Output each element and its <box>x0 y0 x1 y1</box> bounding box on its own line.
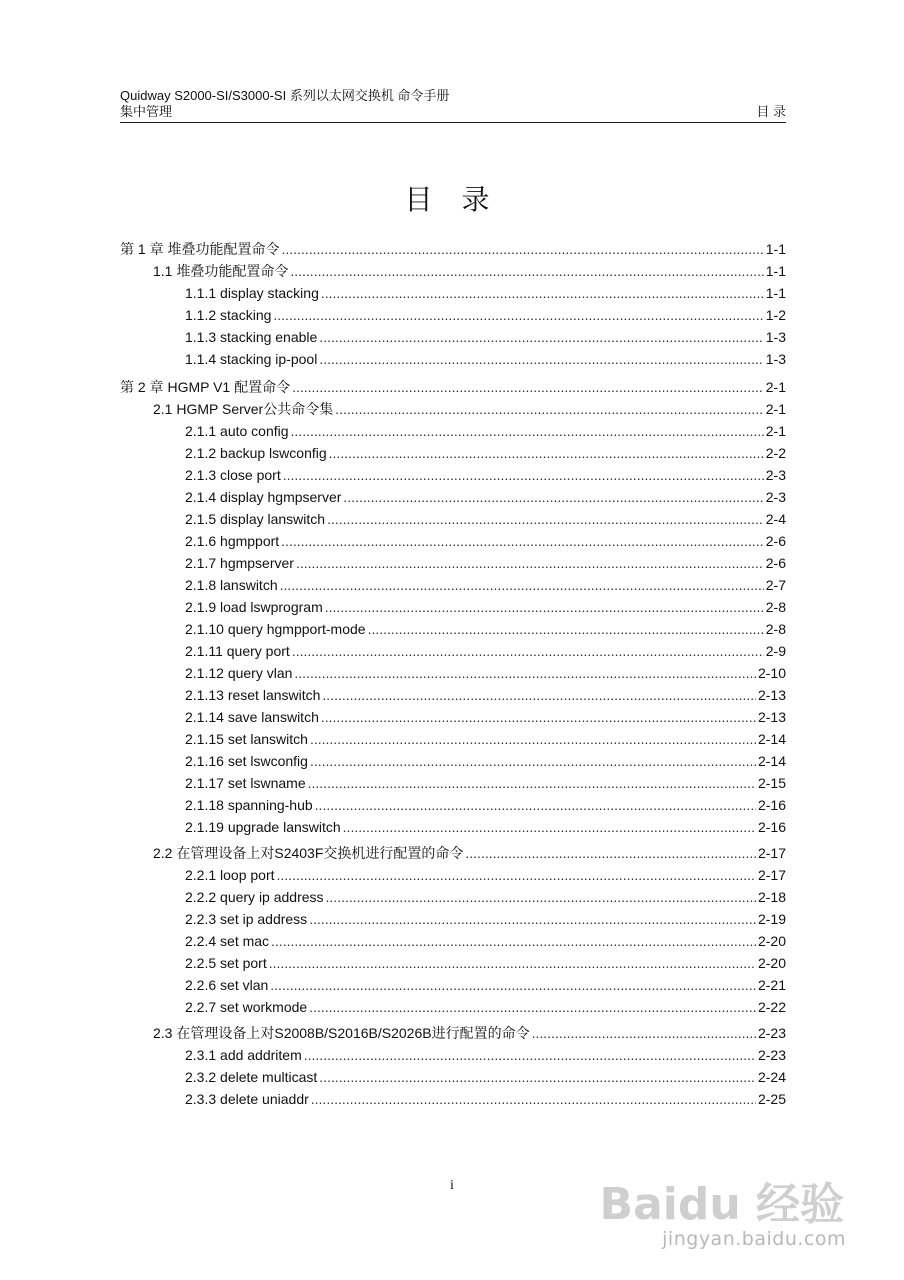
toc-entry-page: 2-20 <box>757 933 786 949</box>
toc-entry-page: 2-15 <box>757 775 786 791</box>
toc-entry-page: 2-21 <box>757 977 786 993</box>
toc-entry-page: 2-3 <box>765 467 786 483</box>
toc-leader-dots <box>296 552 764 574</box>
toc-entry[interactable] <box>120 1066 786 1088</box>
toc-entry-page: 2-8 <box>765 599 786 615</box>
toc-leader-dots <box>281 530 764 552</box>
toc-entry-page: 2-20 <box>757 955 786 971</box>
toc-entry[interactable] <box>120 750 786 772</box>
toc-leader-dots <box>291 420 764 442</box>
toc-entry-label: 1.1.4 stacking ip-pool <box>185 351 318 367</box>
toc-entry-page: 2-6 <box>765 533 786 549</box>
toc-entry[interactable] <box>120 304 786 326</box>
toc-entry-label: 第 1 章 堆叠功能配置命令 <box>120 241 280 257</box>
toc-entry-label: 第 2 章 HGMP V1 配置命令 <box>120 379 291 395</box>
toc-entry[interactable] <box>120 662 786 684</box>
toc-entry[interactable] <box>120 952 786 974</box>
toc-entry[interactable] <box>120 974 786 996</box>
toc-entry-page: 2-4 <box>765 511 786 527</box>
toc-entry[interactable] <box>120 1022 786 1044</box>
toc-entry-label: 2.1.14 save lanswitch <box>185 709 319 725</box>
header-title: Quidway S2000-SI/S3000-SI 系列以太网交换机 命令手册 <box>120 88 450 103</box>
toc-entry[interactable] <box>120 420 786 442</box>
toc-entry-label: 2.3 在管理设备上对S2008B/S2016B/S2026B进行配置的命令 <box>153 1025 530 1041</box>
toc-entry-page: 2-25 <box>757 1091 786 1107</box>
toc-entry[interactable] <box>120 596 786 618</box>
header-right: 目 录 <box>756 104 786 119</box>
header-divider <box>120 122 786 123</box>
toc-entry[interactable] <box>120 908 786 930</box>
toc-entry-page: 2-16 <box>757 819 786 835</box>
toc-entry[interactable] <box>120 618 786 640</box>
toc-entry-page: 2-8 <box>765 621 786 637</box>
toc-leader-dots <box>294 662 756 684</box>
toc-entry[interactable] <box>120 684 786 706</box>
toc-entry-label: 2.1.16 set lswconfig <box>185 753 308 769</box>
toc-entry[interactable] <box>120 728 786 750</box>
toc-leader-dots <box>281 238 763 260</box>
toc-entry[interactable] <box>120 464 786 486</box>
toc-entry-page: 2-19 <box>757 911 786 927</box>
toc-entry[interactable] <box>120 640 786 662</box>
toc-entry-page: 2-17 <box>757 845 786 861</box>
toc-entry-label: 2.1.15 set lanswitch <box>185 731 308 747</box>
toc-entry-label: 2.1.6 hgmpport <box>185 533 280 549</box>
toc-entry-page: 2-1 <box>765 423 786 439</box>
toc-entry[interactable] <box>120 864 786 886</box>
toc-leader-dots <box>283 464 764 486</box>
toc-leader-dots <box>277 864 756 886</box>
toc-leader-dots <box>271 930 756 952</box>
toc-leader-dots <box>310 750 756 772</box>
toc-leader-dots <box>368 618 764 640</box>
toc-leader-dots <box>343 816 756 838</box>
toc-entry[interactable] <box>120 486 786 508</box>
toc-entry-label: 2.1.8 lanswitch <box>185 577 278 593</box>
toc-entry[interactable] <box>120 886 786 908</box>
toc-entry-page: 2-10 <box>757 665 786 681</box>
toc-entry-label: 2.2.1 loop port <box>185 867 275 883</box>
toc-entry[interactable] <box>120 260 786 282</box>
toc-entry-label: 2.3.2 delete multicast <box>185 1069 318 1085</box>
toc-entry-label: 2.2.6 set vlan <box>185 977 269 993</box>
toc-entry-label: 2.2 在管理设备上对S2403F交换机进行配置的命令 <box>153 845 464 861</box>
toc-entry[interactable] <box>120 996 786 1018</box>
toc-entry-page: 1-3 <box>765 329 786 345</box>
toc-leader-dots <box>290 260 763 282</box>
toc-entry-page: 2-17 <box>757 867 786 883</box>
toc-entry[interactable] <box>120 508 786 530</box>
toc-entry-label: 2.1.4 display hgmpserver <box>185 489 342 505</box>
toc-entry-label: 2.2.4 set mac <box>185 933 270 949</box>
page-number: i <box>450 1178 454 1193</box>
toc-entry[interactable] <box>120 238 786 260</box>
toc-entry[interactable] <box>120 772 786 794</box>
toc-entry-page: 2-16 <box>757 797 786 813</box>
toc-entry[interactable] <box>120 930 786 952</box>
toc-leader-dots <box>329 442 764 464</box>
toc-entry-page: 2-23 <box>757 1025 786 1041</box>
table-of-contents <box>120 238 786 1110</box>
watermark-url: jingyan.baidu.com <box>662 1228 846 1250</box>
toc-leader-dots <box>273 304 763 326</box>
toc-entry[interactable] <box>120 574 786 596</box>
toc-entry-label: 1.1.2 stacking <box>185 307 272 323</box>
toc-leader-dots <box>321 282 764 304</box>
toc-leader-dots <box>335 398 764 420</box>
toc-entry-page: 1-2 <box>765 307 786 323</box>
toc-leader-dots <box>304 1044 756 1066</box>
toc-leader-dots <box>319 348 763 370</box>
toc-entry[interactable] <box>120 794 786 816</box>
page-title: 目 录 <box>404 183 500 216</box>
header-row <box>120 104 786 120</box>
toc-entry-page: 2-3 <box>765 489 786 505</box>
toc-entry-label: 2.2.2 query ip address <box>185 889 324 905</box>
toc-entry[interactable] <box>120 376 786 398</box>
toc-leader-dots <box>322 684 756 706</box>
toc-entry[interactable] <box>120 442 786 464</box>
toc-entry-page: 1-3 <box>765 351 786 367</box>
toc-entry-label: 2.1.17 set lswname <box>185 775 306 791</box>
toc-entry-label: 2.1.12 query vlan <box>185 665 293 681</box>
toc-leader-dots <box>309 908 756 930</box>
toc-entry-page: 2-6 <box>765 555 786 571</box>
toc-entry-label: 2.1.9 load lswprogram <box>185 599 323 615</box>
toc-entry-page: 2-14 <box>757 731 786 747</box>
toc-leader-dots <box>532 1022 756 1044</box>
toc-entry-label: 1.1.1 display stacking <box>185 285 319 301</box>
toc-leader-dots <box>292 640 764 662</box>
toc-entry-page: 2-14 <box>757 753 786 769</box>
toc-entry-label: 2.1 HGMP Server公共命令集 <box>153 401 334 417</box>
toc-leader-dots <box>308 772 756 794</box>
toc-entry[interactable] <box>120 1088 786 1110</box>
toc-entry-page: 1-1 <box>765 263 786 279</box>
toc-leader-dots <box>270 974 756 996</box>
toc-entry-page: 2-1 <box>765 379 786 395</box>
toc-entry-page: 2-2 <box>765 445 786 461</box>
toc-entry-label: 2.2.5 set port <box>185 955 267 971</box>
toc-entry-page: 2-23 <box>757 1047 786 1063</box>
toc-leader-dots <box>321 706 756 728</box>
header-section: 集中管理 <box>120 104 173 119</box>
toc-entry[interactable] <box>120 842 786 864</box>
toc-entry-page: 2-22 <box>757 999 786 1015</box>
toc-entry-label: 2.3.1 add addritem <box>185 1047 302 1063</box>
toc-entry[interactable] <box>120 398 786 420</box>
toc-entry-label: 2.1.5 display lanswitch <box>185 511 326 527</box>
toc-entry[interactable] <box>120 1044 786 1066</box>
toc-entry-label: 2.1.7 hgmpserver <box>185 555 294 571</box>
toc-entry-page: 1-1 <box>765 285 786 301</box>
toc-entry[interactable] <box>120 706 786 728</box>
toc-entry[interactable] <box>120 348 786 370</box>
toc-entry-label: 2.1.13 reset lanswitch <box>185 687 321 703</box>
toc-entry[interactable] <box>120 816 786 838</box>
toc-entry[interactable] <box>120 552 786 574</box>
toc-leader-dots <box>319 1066 756 1088</box>
toc-entry-label: 2.2.7 set workmode <box>185 999 308 1015</box>
toc-entry-label: 1.1 堆叠功能配置命令 <box>153 263 289 279</box>
toc-leader-dots <box>325 596 764 618</box>
toc-entry-label: 2.2.3 set ip address <box>185 911 308 927</box>
toc-entry-label: 2.1.19 upgrade lanswitch <box>185 819 341 835</box>
toc-entry[interactable] <box>120 282 786 304</box>
toc-entry-page: 2-13 <box>757 687 786 703</box>
toc-leader-dots <box>292 376 764 398</box>
toc-leader-dots <box>280 574 764 596</box>
toc-entry-page: 2-7 <box>765 577 786 593</box>
toc-entry-page: 1-1 <box>765 241 786 257</box>
toc-leader-dots <box>309 996 756 1018</box>
toc-entry[interactable] <box>120 326 786 348</box>
toc-entry-label: 2.3.3 delete uniaddr <box>185 1091 309 1107</box>
toc-entry-label: 2.1.2 backup lswconfig <box>185 445 327 461</box>
toc-entry-page: 2-9 <box>765 643 786 659</box>
toc-entry-label: 2.1.18 spanning-hub <box>185 797 313 813</box>
toc-leader-dots <box>311 1088 756 1110</box>
toc-leader-dots <box>465 842 756 864</box>
toc-entry-label: 2.1.3 close port <box>185 467 281 483</box>
toc-entry-page: 2-18 <box>757 889 786 905</box>
toc-entry-page: 2-13 <box>757 709 786 725</box>
toc-leader-dots <box>315 794 756 816</box>
toc-leader-dots <box>319 326 763 348</box>
toc-leader-dots <box>343 486 763 508</box>
toc-entry-label: 2.1.1 auto config <box>185 423 289 439</box>
toc-leader-dots <box>310 728 756 750</box>
toc-leader-dots <box>326 886 756 908</box>
toc-leader-dots <box>327 508 764 530</box>
toc-leader-dots <box>269 952 756 974</box>
watermark-logo: Baidu 经验 <box>599 1179 844 1230</box>
toc-entry-label: 2.1.11 query port <box>185 643 290 659</box>
toc-entry-label: 2.1.10 query hgmpport-mode <box>185 621 366 637</box>
toc-entry-label: 1.1.3 stacking enable <box>185 329 318 345</box>
toc-entry[interactable] <box>120 530 786 552</box>
toc-entry-page: 2-1 <box>765 401 786 417</box>
toc-entry-page: 2-24 <box>757 1069 786 1085</box>
